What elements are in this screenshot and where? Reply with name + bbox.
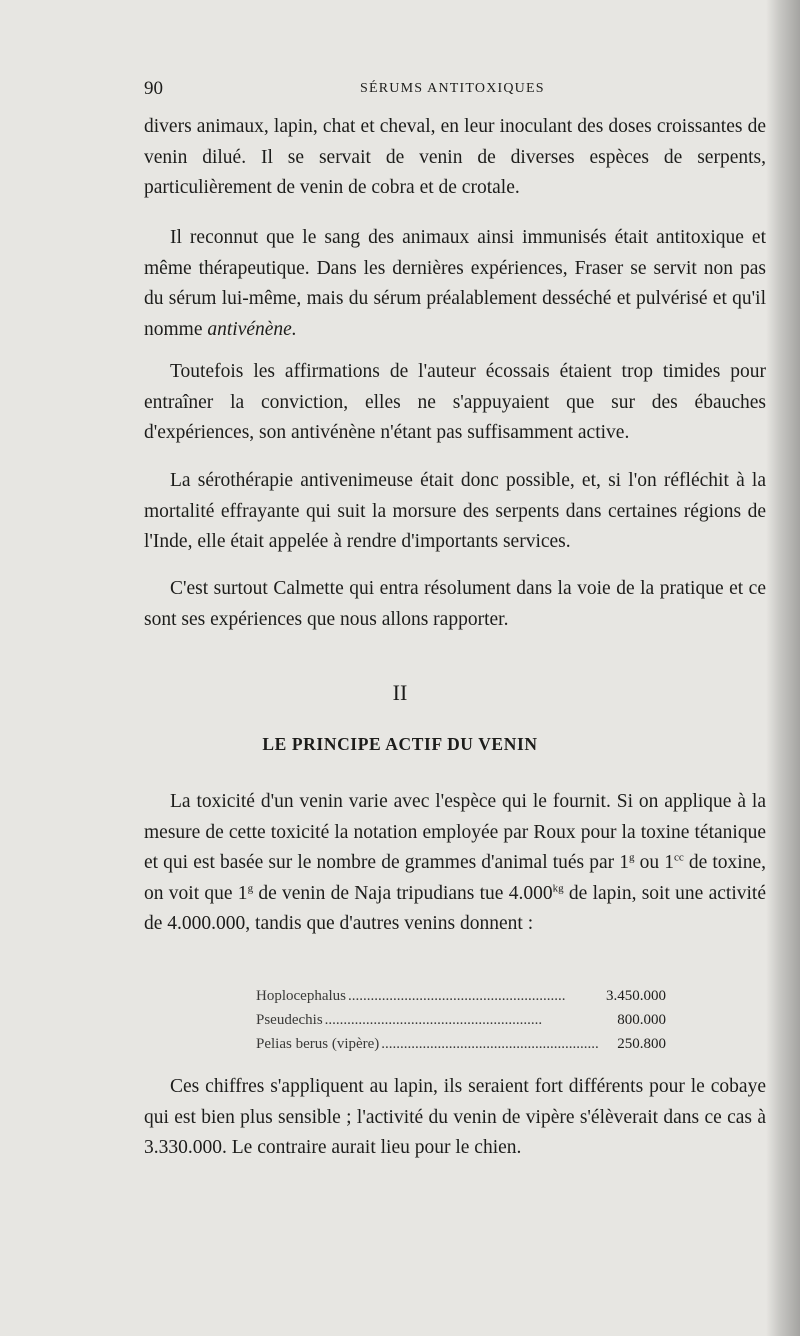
paragraph-1: divers animaux, lapin, chat et cheval, en leur inoculant des doses croissantes de venin dilué. Il se servait de venin de diverses espèces de serpents, particulièrement de venin de cobra et de crotale. (144, 116, 766, 198)
unit-gram: g (247, 882, 254, 894)
dot-leader: Pseudechis .......................................................... (256, 1012, 543, 1028)
paragraph-6-part-c: de toxine, on voit que 1 (144, 852, 766, 904)
term-antivenene: antivénène. (207, 318, 297, 340)
venom-activity-value: 3.450.000 (606, 988, 666, 1004)
venom-activity-value: 800.000 (617, 1012, 666, 1028)
page-number: 90 (144, 78, 163, 99)
dot-leader: Hoplocephalus .......................................................... (256, 988, 566, 1004)
page-edge-shadow (766, 0, 800, 1336)
paragraph-3: Toutefois les affirmations de l'auteur écossais étaient trop timides pour entraîner la conviction, elles ne s'appuyaient que sur des ébauches d'expériences, son antivénène n'étant pas suffisamment active. (144, 361, 766, 443)
paragraph-6-part-a: La toxicité d'un venin varie avec l'espèce qui le fournit. Si on applique à la mesure de cette toxicité la notation employée par Roux pour la toxine tétanique et qui est basée sur le nombre de grammes d'animal tués par 1 (144, 791, 766, 873)
paragraph-2-text: Il reconnut que le sang des animaux ainsi immunisés était antitoxique et même thérapeutique. Dans les dernières expériences, Fraser se servit non pas du sérum lui-même, mais du sérum préalablement desséché et pulvérisé et qu'il nomme (144, 227, 766, 340)
page-header (144, 78, 764, 102)
paragraph-6-part-d: de venin de Naja tripudians tue 4.000 (253, 882, 553, 904)
unit-cubic-centimeter: cc (673, 851, 684, 864)
section-title: LE PRINCIPE ACTIF DU VENIN (262, 734, 538, 754)
table-row (256, 1036, 666, 1060)
paragraph-7: Ces chiffres s'appliquent au lapin, ils seraient fort différents pour le cobaye qui est bien plus sensible ; l'activité du venin de vipère s'élèverait dans ce cas à 3.330.000. Le contraire aurait lieu pour le chien. (144, 1076, 766, 1158)
table-row (256, 1012, 666, 1036)
venom-name: Hoplocephalus (256, 988, 346, 1004)
venom-name: Pelias berus (vipère) (256, 1036, 380, 1052)
running-title: SÉRUMS ANTITOXIQUES (360, 81, 545, 96)
venom-name: Pseudechis (256, 1012, 323, 1028)
paragraph-6 (144, 787, 766, 940)
section-number: II (392, 680, 408, 705)
paragraph-6-part-e: de lapin, soit une activité de 4.000.000, tandis que d'autres venins donnent : (144, 882, 766, 934)
unit-kilogram: kg (552, 882, 564, 894)
unit-gram: g (629, 851, 635, 864)
dot-leader: Pelias berus (vipère) .......................................................... (256, 1036, 599, 1052)
paragraph-4: La sérothérapie antivenimeuse était donc possible, et, si l'on réfléchit à la mortalité effrayante qui suit la morsure des serpents dans certaines régions de l'Inde, elle était appelée à rendre d'importants services. (144, 470, 766, 552)
paragraph-2 (144, 223, 766, 345)
paragraph-5: C'est surtout Calmette qui entra résolument dans la voie de la pratique et ce sont ses expériences que nous allons rapporter. (144, 578, 766, 630)
paragraph-6-part-b: ou 1 (634, 852, 674, 873)
venom-activity-value: 250.800 (617, 1036, 666, 1052)
venom-activity-table (256, 988, 666, 1060)
table-row (256, 988, 666, 1012)
